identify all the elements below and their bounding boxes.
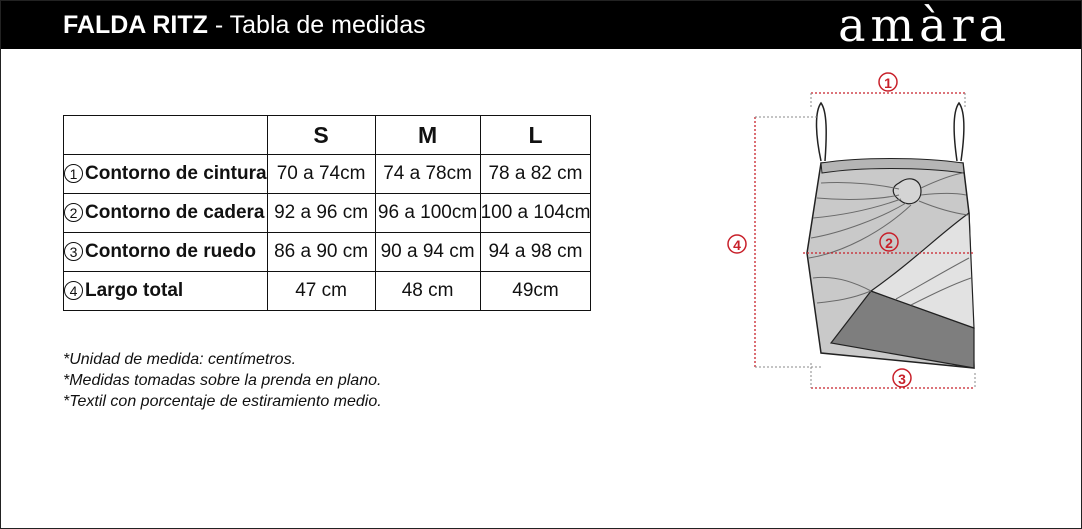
note-line: *Textil con porcentaje de estiramiento medio. (63, 393, 382, 410)
brand-logo: amàra (838, 0, 1011, 52)
size-header-m: M (375, 116, 480, 155)
row-label-text: Largo total (85, 279, 184, 301)
value-cell: 48 cm (375, 272, 480, 311)
table-header-row (64, 116, 591, 155)
row-label (64, 233, 268, 272)
empty-header-cell (64, 116, 268, 155)
marker-4: 4 (733, 237, 741, 253)
table-row (64, 272, 591, 311)
marker-1: 1 (884, 75, 892, 91)
row-label-text: Contorno de ruedo (85, 240, 256, 262)
row-label (64, 272, 268, 311)
measure-number-badge: 1 (64, 164, 83, 183)
page-title (63, 11, 426, 40)
right-strap (954, 103, 964, 161)
row-label (64, 155, 268, 194)
size-header-l: L (480, 116, 591, 155)
row-label-text: Contorno de cintura (85, 162, 267, 184)
value-cell: 96 a 100cm (375, 194, 480, 233)
note-line: *Medidas tomadas sobre la prenda en plano. (63, 372, 382, 389)
value-cell: 47 cm (267, 272, 375, 311)
table-row (64, 233, 591, 272)
value-cell: 90 a 94 cm (375, 233, 480, 272)
value-cell: 92 a 96 cm (267, 194, 375, 233)
measure-number-badge: 3 (64, 242, 83, 261)
skirt-diagram (721, 63, 1011, 403)
table-row (64, 155, 591, 194)
marker-2: 2 (885, 235, 893, 251)
value-cell: 94 a 98 cm (480, 233, 591, 272)
value-cell: 78 a 82 cm (480, 155, 591, 194)
value-cell: 49cm (480, 272, 591, 311)
row-label-text: Contorno de cadera (85, 201, 265, 223)
row-label (64, 194, 268, 233)
size-header-s: S (267, 116, 375, 155)
product-name: FALDA RITZ (63, 11, 208, 39)
value-cell: 70 a 74cm (267, 155, 375, 194)
note-line: *Unidad de medida: centímetros. (63, 351, 297, 368)
value-cell: 74 a 78cm (375, 155, 480, 194)
measure-number-badge: 4 (64, 281, 83, 300)
measure-number-badge: 2 (64, 203, 83, 222)
title-subtitle: - Tabla de medidas (207, 11, 426, 39)
table-row (64, 194, 591, 233)
left-strap (817, 103, 827, 161)
notes (63, 349, 382, 412)
marker-3: 3 (898, 371, 906, 387)
size-table (63, 115, 591, 311)
header-bar (1, 0, 1081, 52)
value-cell: 86 a 90 cm (267, 233, 375, 272)
value-cell: 100 a 104cm (480, 194, 591, 233)
